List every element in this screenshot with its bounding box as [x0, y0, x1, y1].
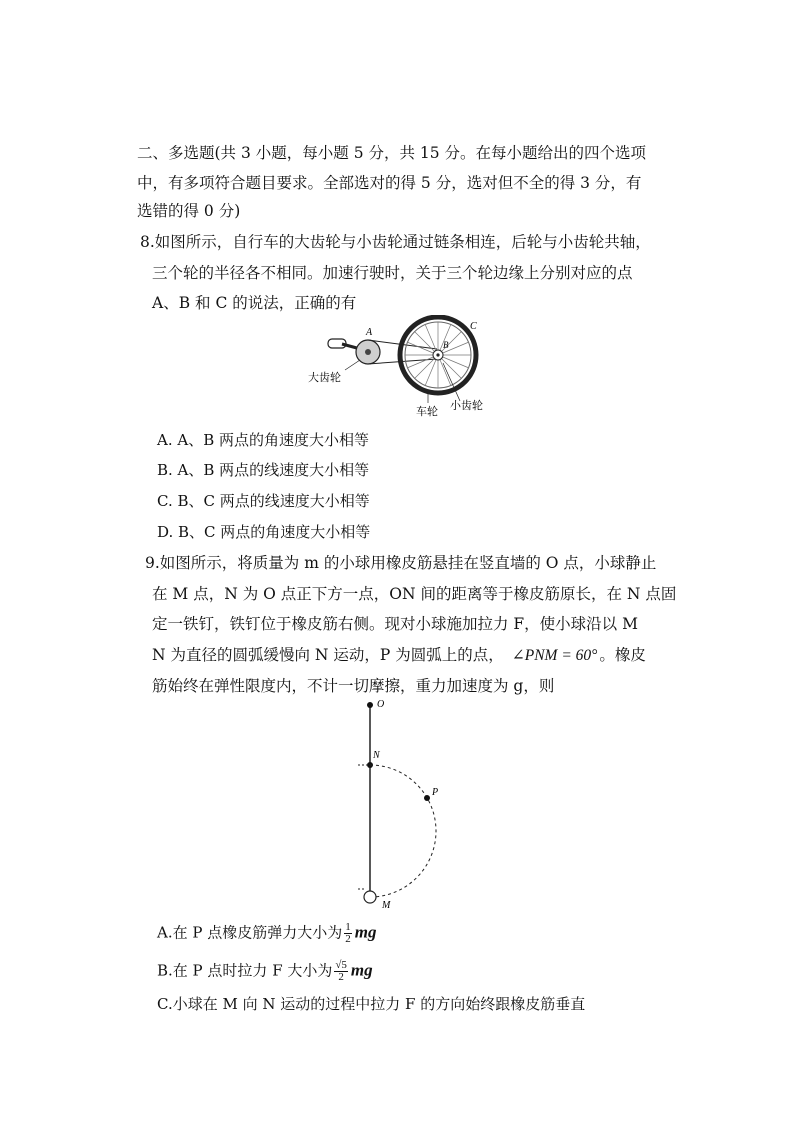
- ball-M: [364, 891, 376, 903]
- label-wheel: 车轮: [416, 406, 438, 418]
- q8-option-b: B. A、B 两点的线速度大小相等: [157, 461, 370, 479]
- label-N: N: [373, 750, 380, 761]
- fraction-one-half: [344, 922, 352, 945]
- fraction-numerator: 1: [345, 921, 351, 933]
- section-heading-line-2: 中，有多项符合题目要求。全部选对的得 5 分，选对但不全的得 3 分，有: [137, 174, 642, 192]
- label-A: A: [366, 327, 373, 338]
- label-O: O: [377, 699, 385, 710]
- label-B: B: [443, 340, 449, 350]
- q9-option-a-text: A.在 P 点橡皮筋弹力大小为: [157, 923, 343, 942]
- fraction-denominator: 2: [345, 933, 351, 945]
- q8-stem-line-3: A、B 和 C 的说法，正确的有: [152, 294, 357, 312]
- mg-symbol: mg: [354, 922, 377, 942]
- q9-stem-line-1: 9.如图所示，将质量为 m 的小球用橡皮筋悬挂在竖直墙的 O 点，小球静止: [145, 554, 657, 572]
- q8-stem-line-1: 8.如图所示，自行车的大齿轮与小齿轮通过链条相连，后轮与小齿轮共轴，: [140, 233, 651, 251]
- q8-stem-line-2: 三个轮的半径各不相同。加速行驶时，关于三个轮边缘上分别对应的点: [152, 264, 633, 282]
- q9-stem-line-4: [152, 645, 646, 666]
- angle-pnm-formula: ∠PNM = 60°: [511, 647, 598, 664]
- label-M: M: [382, 900, 391, 910]
- q9-stem-line-5: 筋始终在弹性限度内，不计一切摩擦，重力加速度为 g，则: [152, 677, 555, 695]
- fraction-root5-over-2: [334, 960, 348, 983]
- q9-stem-line-4-tail: 。橡皮: [599, 646, 646, 664]
- bicycle-gear-figure: [300, 315, 500, 420]
- label-big-gear: 大齿轮: [308, 372, 341, 384]
- q9-option-b: [157, 960, 373, 983]
- big-gear-hub: [365, 349, 371, 355]
- label-P: P: [432, 787, 439, 798]
- point-O: [367, 702, 373, 708]
- q8-option-c: C. B、C 两点的线速度大小相等: [157, 492, 370, 510]
- q8-option-d: D. B、C 两点的角速度大小相等: [157, 523, 371, 541]
- q9-stem-line-2: 在 M 点，N 为 O 点正下方一点，ON 间的距离等于橡皮筋原长，在 N 点固: [152, 585, 677, 603]
- label-small-gear: 小齿轮: [450, 400, 483, 412]
- mg-symbol: mg: [350, 960, 373, 980]
- small-gear-hub: [436, 353, 439, 356]
- q9-option-a: [157, 922, 376, 945]
- q9-stem-line-4-text: N 为直径的圆弧缓慢向 N 运动，P 为圆弧上的点，: [152, 646, 504, 664]
- q9-stem-line-3: 定一铁钉，铁钉位于橡皮筋右侧。现对小球施加拉力 F，使小球沿以 M: [152, 615, 638, 633]
- section-heading-line-1: 二、多选题(共 3 小题，每小题 5 分，共 15 分。在每小题给出的四个选项: [137, 144, 647, 162]
- point-P: [424, 795, 430, 801]
- fraction-denominator: 2: [338, 971, 344, 983]
- fraction-numerator: √5: [335, 959, 347, 971]
- q8-option-a: A. A、B 两点的角速度大小相等: [157, 431, 369, 449]
- q9-option-b-text: B.在 P 点时拉力 F 大小为: [157, 961, 333, 980]
- label-C: C: [470, 321, 477, 332]
- arc-MN: [370, 765, 439, 897]
- section-heading-line-3: 选错的得 0 分): [137, 202, 241, 220]
- leader-big-gear: [345, 360, 360, 370]
- q9-option-c: C.小球在 M 向 N 运动的过程中拉力 F 的方向始终跟橡皮筋垂直: [157, 995, 586, 1013]
- rubber-band-figure: [340, 695, 450, 910]
